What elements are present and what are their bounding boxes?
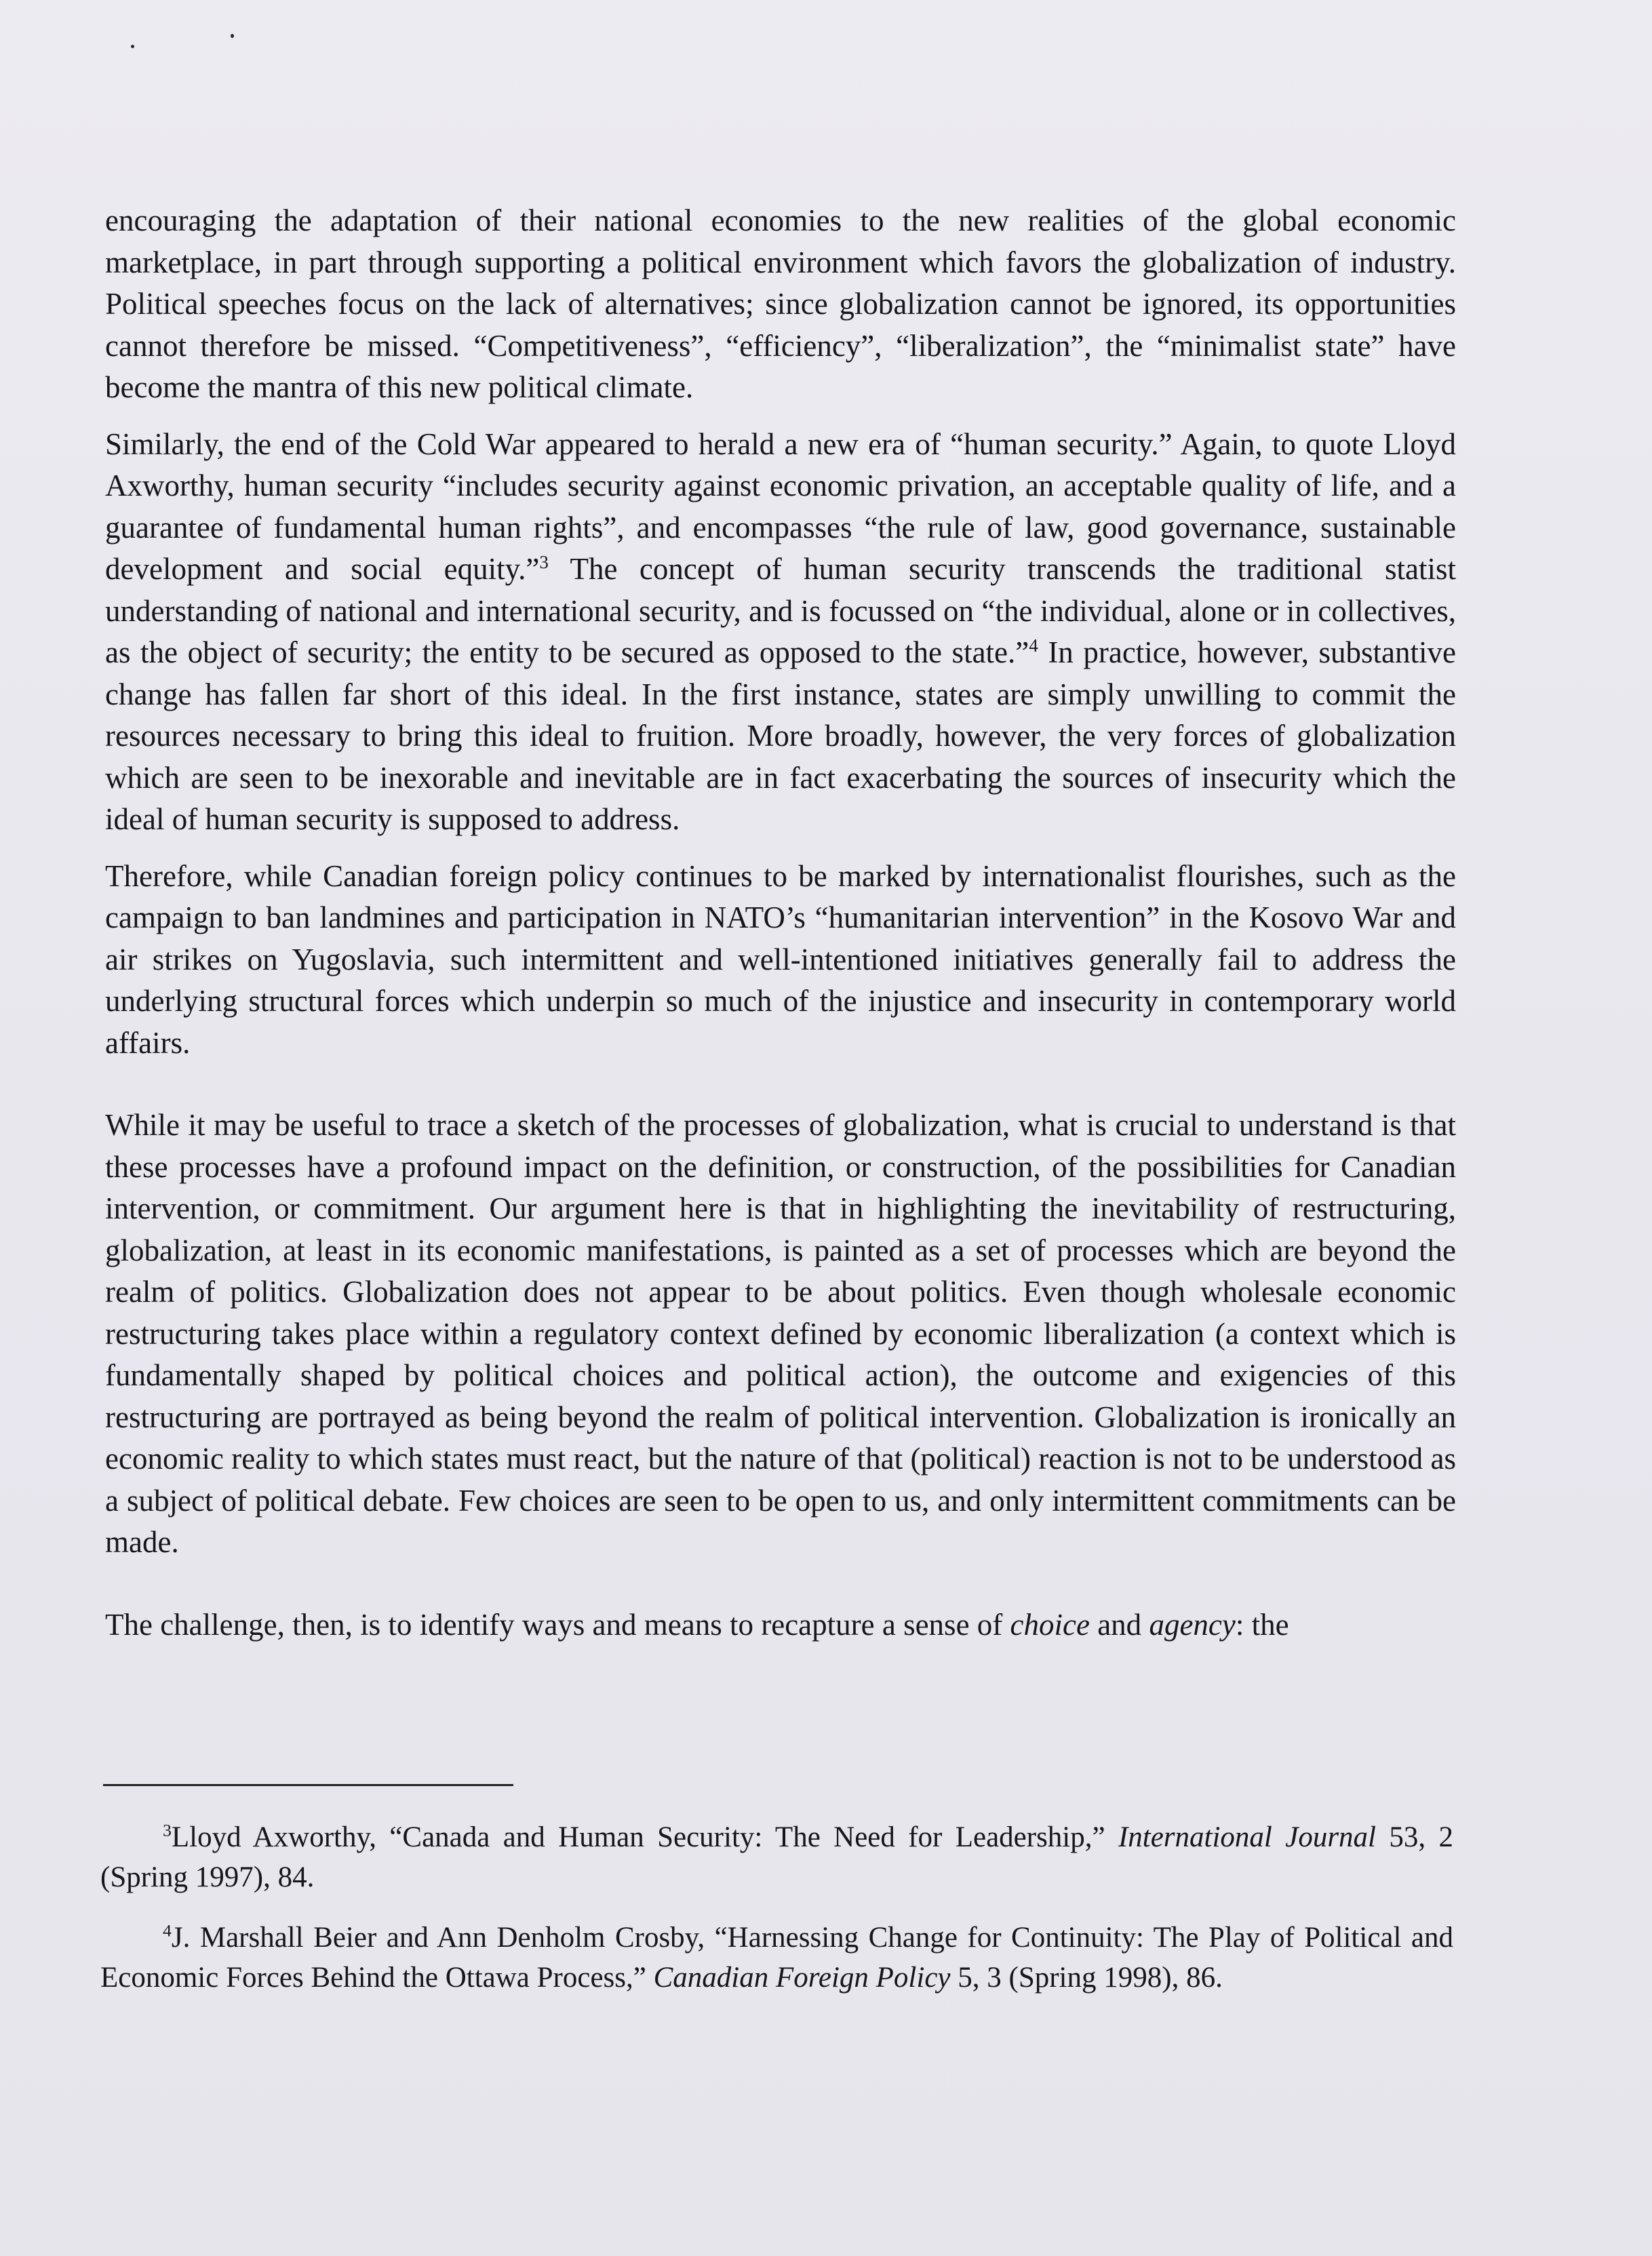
footnote-4 bbox=[100, 1918, 1453, 1998]
footnote-ref-4: 4 bbox=[1029, 635, 1038, 656]
footnote-journal-title: International Journal bbox=[1118, 1821, 1377, 1853]
paragraph-globalization-economies: encouraging the adaptation of their national economies to the new realities of the global economic marketplace, in part through supporting a political environment which favors the globalization of industry. Political speeches focus on the lack of alternatives; since globalization cannot be ignored, its opportunities cannot therefore be missed. “Competitiveness”, “efficiency”, “liberalization”, the “minimalist state” have become the mantra of this new political climate. bbox=[105, 203, 1456, 404]
body-text bbox=[105, 200, 1456, 1646]
footnote-journal-title: Canadian Foreign Policy bbox=[653, 1962, 951, 1994]
footnote-number: 3 bbox=[163, 1820, 172, 1840]
scan-speck bbox=[131, 45, 134, 48]
footnote-ref-3: 3 bbox=[539, 552, 549, 572]
footnote-text: J. Marshall Beier and Ann Denholm Crosby, “Harnessing Change for Continuity: The Play of Political and Economic Forces Behind the Ottawa Process,” bbox=[100, 1922, 1453, 1994]
paragraph-human-security bbox=[105, 424, 1456, 841]
footnote-text: 53, 2 (Spring 1997), 84. bbox=[100, 1821, 1453, 1893]
paragraph-text: : the bbox=[1235, 1607, 1289, 1642]
paragraph-challenge bbox=[105, 1604, 1456, 1646]
paragraph-canadian-foreign-policy: Therefore, while Canadian foreign policy continues to be marked by internationalist flourishes, such as the campaign to ban landmines and participation in NATO’s “humanitarian intervention” in the Kosovo War and air strikes on Yugoslavia, such intermittent and well-intentioned initiatives generally fail to address the underlying structural forces which underpin so much of the injustice and insecurity in contemporary world affairs. bbox=[105, 858, 1456, 1060]
paragraph-text: Similarly, the end of the Cold War appeared to herald a new era of “human security.” Again, to quote Lloyd Axworthy, human security “includes security against economic privation, an acceptable quality of life, and a guarantee of fundamental human rights”, and encompasses “the rule of law, good governance, sustainable development and social equity.” bbox=[105, 427, 1456, 586]
paragraph-text: In practice, however, substantive change has fallen far short of this ideal. In the first instance, states are simply unwilling to commit the resources necessary to bring this ideal to fruition. More broadly, however, the very forces of globalization which are seen to be inexorable and inevitable are in fact exacerbating the sources of insecurity which the ideal of human security is supposed to address. bbox=[105, 635, 1456, 836]
footnote-3 bbox=[100, 1817, 1453, 1897]
paragraph-text: The challenge, then, is to identify ways and means to recapture a sense of bbox=[105, 1607, 1010, 1642]
footnote-number: 4 bbox=[163, 1920, 172, 1941]
emphasis-choice: choice bbox=[1010, 1607, 1090, 1642]
footnote-text: Lloyd Axworthy, “Canada and Human Security: The Need for Leadership,” bbox=[171, 1821, 1118, 1853]
footnotes bbox=[100, 1817, 1453, 1998]
scan-speck bbox=[231, 34, 234, 38]
footnote-divider bbox=[103, 1784, 513, 1786]
footnote-text: 5, 3 (Spring 1998), 86. bbox=[950, 1962, 1223, 1994]
emphasis-agency: agency bbox=[1149, 1607, 1236, 1642]
paragraph-text: The concept of human security transcends the traditional statist understanding of national and international security, and is focussed on “the individual, alone or in collectives, as the object of security; the entity to be secured as opposed to the state.” bbox=[105, 552, 1456, 669]
paragraph-text: and bbox=[1089, 1607, 1149, 1642]
paragraph-processes-of-globalization: While it may be useful to trace a sketch of the processes of globalization, what is crucial to understand is that these processes have a profound impact on the definition, or construction, of the possibilities for Canadian intervention, or commitment. Our argument here is that in highlighting the inevitability of restructuring, globalization, at least in its economic manifestations, is painted as a set of processes which are beyond the realm of politics. Globalization does not appear to be about politics. Even though wholesale economic restructuring takes place within a regulatory context defined by economic liberalization (a context which is fundamentally shaped by political choices and political action), the outcome and exigencies of this restructuring are portrayed as being beyond the realm of political intervention. Globalization is ironically an economic reality to which states must react, but the nature of that (political) reaction is not to be understood as a subject of political debate. Few choices are seen to be open to us, and only intermittent commitments can be made. bbox=[105, 1108, 1456, 1559]
